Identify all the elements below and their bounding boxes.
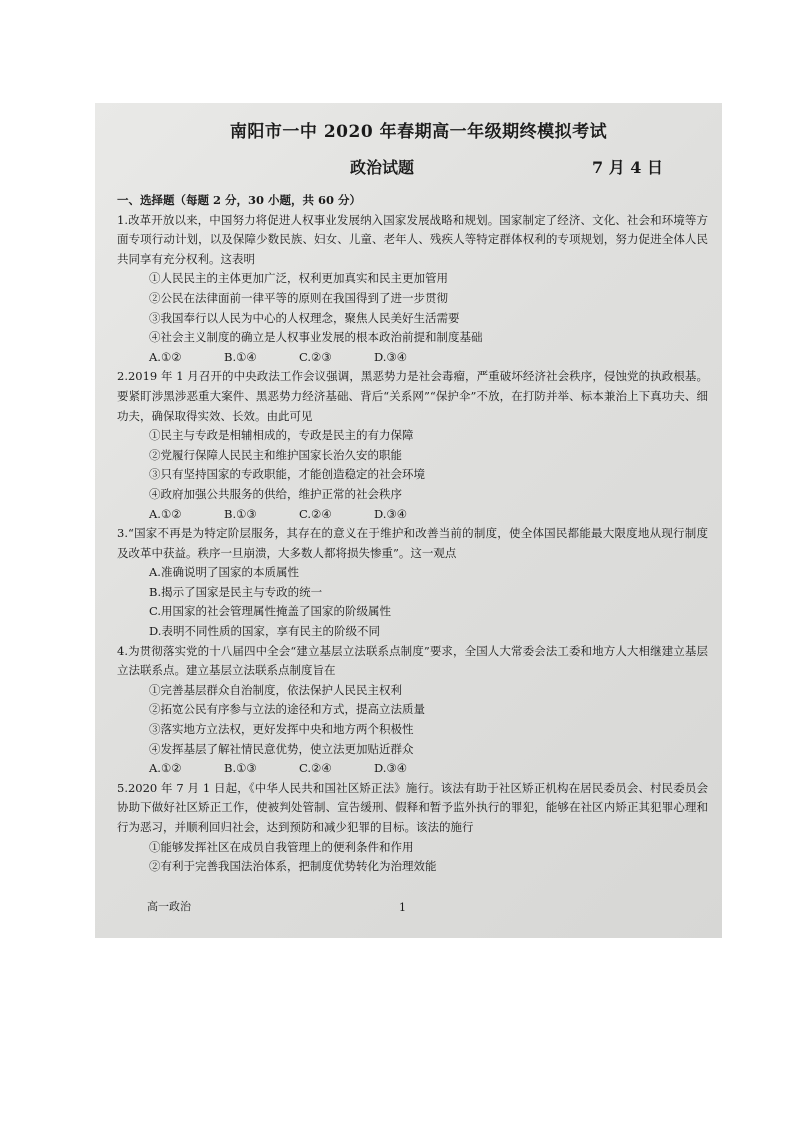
subject-title: 政治试题 [350,158,415,177]
answer-choice: A.①② [149,506,182,521]
answer-choice: A.①② [149,761,182,776]
question-option: D.表明不同性质的国家，享有民主的阶级不同 [149,624,380,639]
question-stem: 5.2020 年 7 月 1 日起，《中华人民共和国社区矫正法》施行。该法有助于社区矫正机构在居民委员会、村民委员会协助下做好社区矫正工作，使被判处管制、宣告缓刑、假释和暂予监外执行的罪犯，能够在社区内矫正其犯罪心理和行为恶习，并顺利回归社会，达到预防和减少犯罪的目标。该法的施行 [117,780,708,834]
exam-content [117,191,708,877]
answer-choices [117,348,708,368]
question-option: B.揭示了国家是民主与专政的统一 [149,584,323,599]
question-option: ③我国奉行以人民为中心的人权理念，聚焦人民美好生活需要 [149,310,460,325]
question-option: ③只有坚持国家的专政职能，才能创造稳定的社会环境 [149,467,425,482]
answer-choice: C.②④ [299,761,332,776]
question-option: C.用国家的社会管理属性掩盖了国家的阶级属性 [149,604,392,619]
question-stem: 3.“国家不再是为特定阶层服务，其存在的意义在于维护和改善当前的制度，使全体国民都能最大限度地从现行制度及改革中获益。秩序一旦崩溃，大多数人都将损失惨重”。这一观点 [117,526,708,560]
answer-choice: C.②④ [299,506,332,521]
question-2 [117,367,708,524]
question-option: A.准确说明了国家的本质属性 [149,565,299,580]
answer-choice: A.①② [149,349,182,364]
section-heading: 一、选择题（每题 2 分，30 小题，共 60 分） [117,193,362,207]
question-option: ③落实地方立法权，更好发挥中央和地方两个积极性 [149,722,414,737]
question-option: ②党履行保障人民民主和维护国家长治久安的职能 [149,447,402,462]
answer-choice: D.③④ [374,349,408,364]
question-option: ①民主与专政是相辅相成的，专政是民主的有力保障 [149,428,414,443]
question-option: ②有利于完善我国法治体系，把制度优势转化为治理效能 [149,859,437,874]
answer-choice: C.②③ [299,349,332,364]
question-option: ①人民民主的主体更加广泛，权利更加真实和民主更加管用 [149,271,448,286]
page-number: 1 [399,901,406,914]
answer-choice: D.③④ [374,506,408,521]
question-option: ④政府加强公共服务的供给，维护正常的社会秩序 [149,486,402,501]
answer-choice: B.①③ [224,761,257,776]
question-4 [117,642,708,779]
question-option: ②公民在法律面前一律平等的原则在我国得到了进一步贯彻 [149,290,448,305]
question-option: ①能够发挥社区在成员自我管理上的便利条件和作用 [149,839,414,854]
question-option: ④发挥基层了解社情民意优势，使立法更加贴近群众 [149,741,414,756]
question-stem: 2.2019 年 1 月召开的中央政法工作会议强调，黑恶势力是社会毒瘤，严重破坏经济社会秩序，侵蚀党的执政根基。要紧盯涉黑涉恶重大案件、黑恶势力经济基础、背后“关系网”“保护伞”不放，在打防并举、标本兼治上下真功夫、细功夫，确保取得实效、长效。由此可见 [117,369,708,423]
subtitle-row [95,155,722,179]
question-1 [117,211,708,368]
question-stem: 1.改革开放以来，中国努力将促进人权事业发展纳入国家发展战略和规划。国家制定了经济、文化、社会和环境等方面专项行动计划，以及保障少数民族、妇女、儿童、老年人、残疾人等特定群体权利的专项规划，努力促进全体人民共同享有充分权利。这表明 [117,212,708,266]
question-stem: 4.为贯彻落实党的十八届四中全会“建立基层立法联系点制度”要求，全国人大常委会法工委和地方人大相继建立基层立法联系点。建立基层立法联系点制度旨在 [117,643,708,678]
question-option: ②拓宽公民有序参与立法的途径和方式，提高立法质量 [149,702,425,717]
exam-title: 南阳市一中 2020 年春期高一年级期终模拟考试 [229,122,608,142]
exam-paper [95,103,722,938]
question-option: ①完善基层群众自治制度，依法保护人民民主权利 [149,682,402,697]
exam-date: 7 月 4 日 [592,158,663,177]
answer-choice: B.①③ [224,506,257,521]
question-option: ④社会主义制度的确立是人权事业发展的根本政治前提和制度基础 [149,330,483,345]
question-3 [117,524,708,642]
footer-subject: 高一政治 [147,900,191,913]
answer-choice: B.①④ [224,349,257,364]
answer-choice: D.③④ [374,761,408,776]
answer-choices [117,505,708,525]
question-5 [117,779,708,877]
answer-choices [117,759,708,779]
